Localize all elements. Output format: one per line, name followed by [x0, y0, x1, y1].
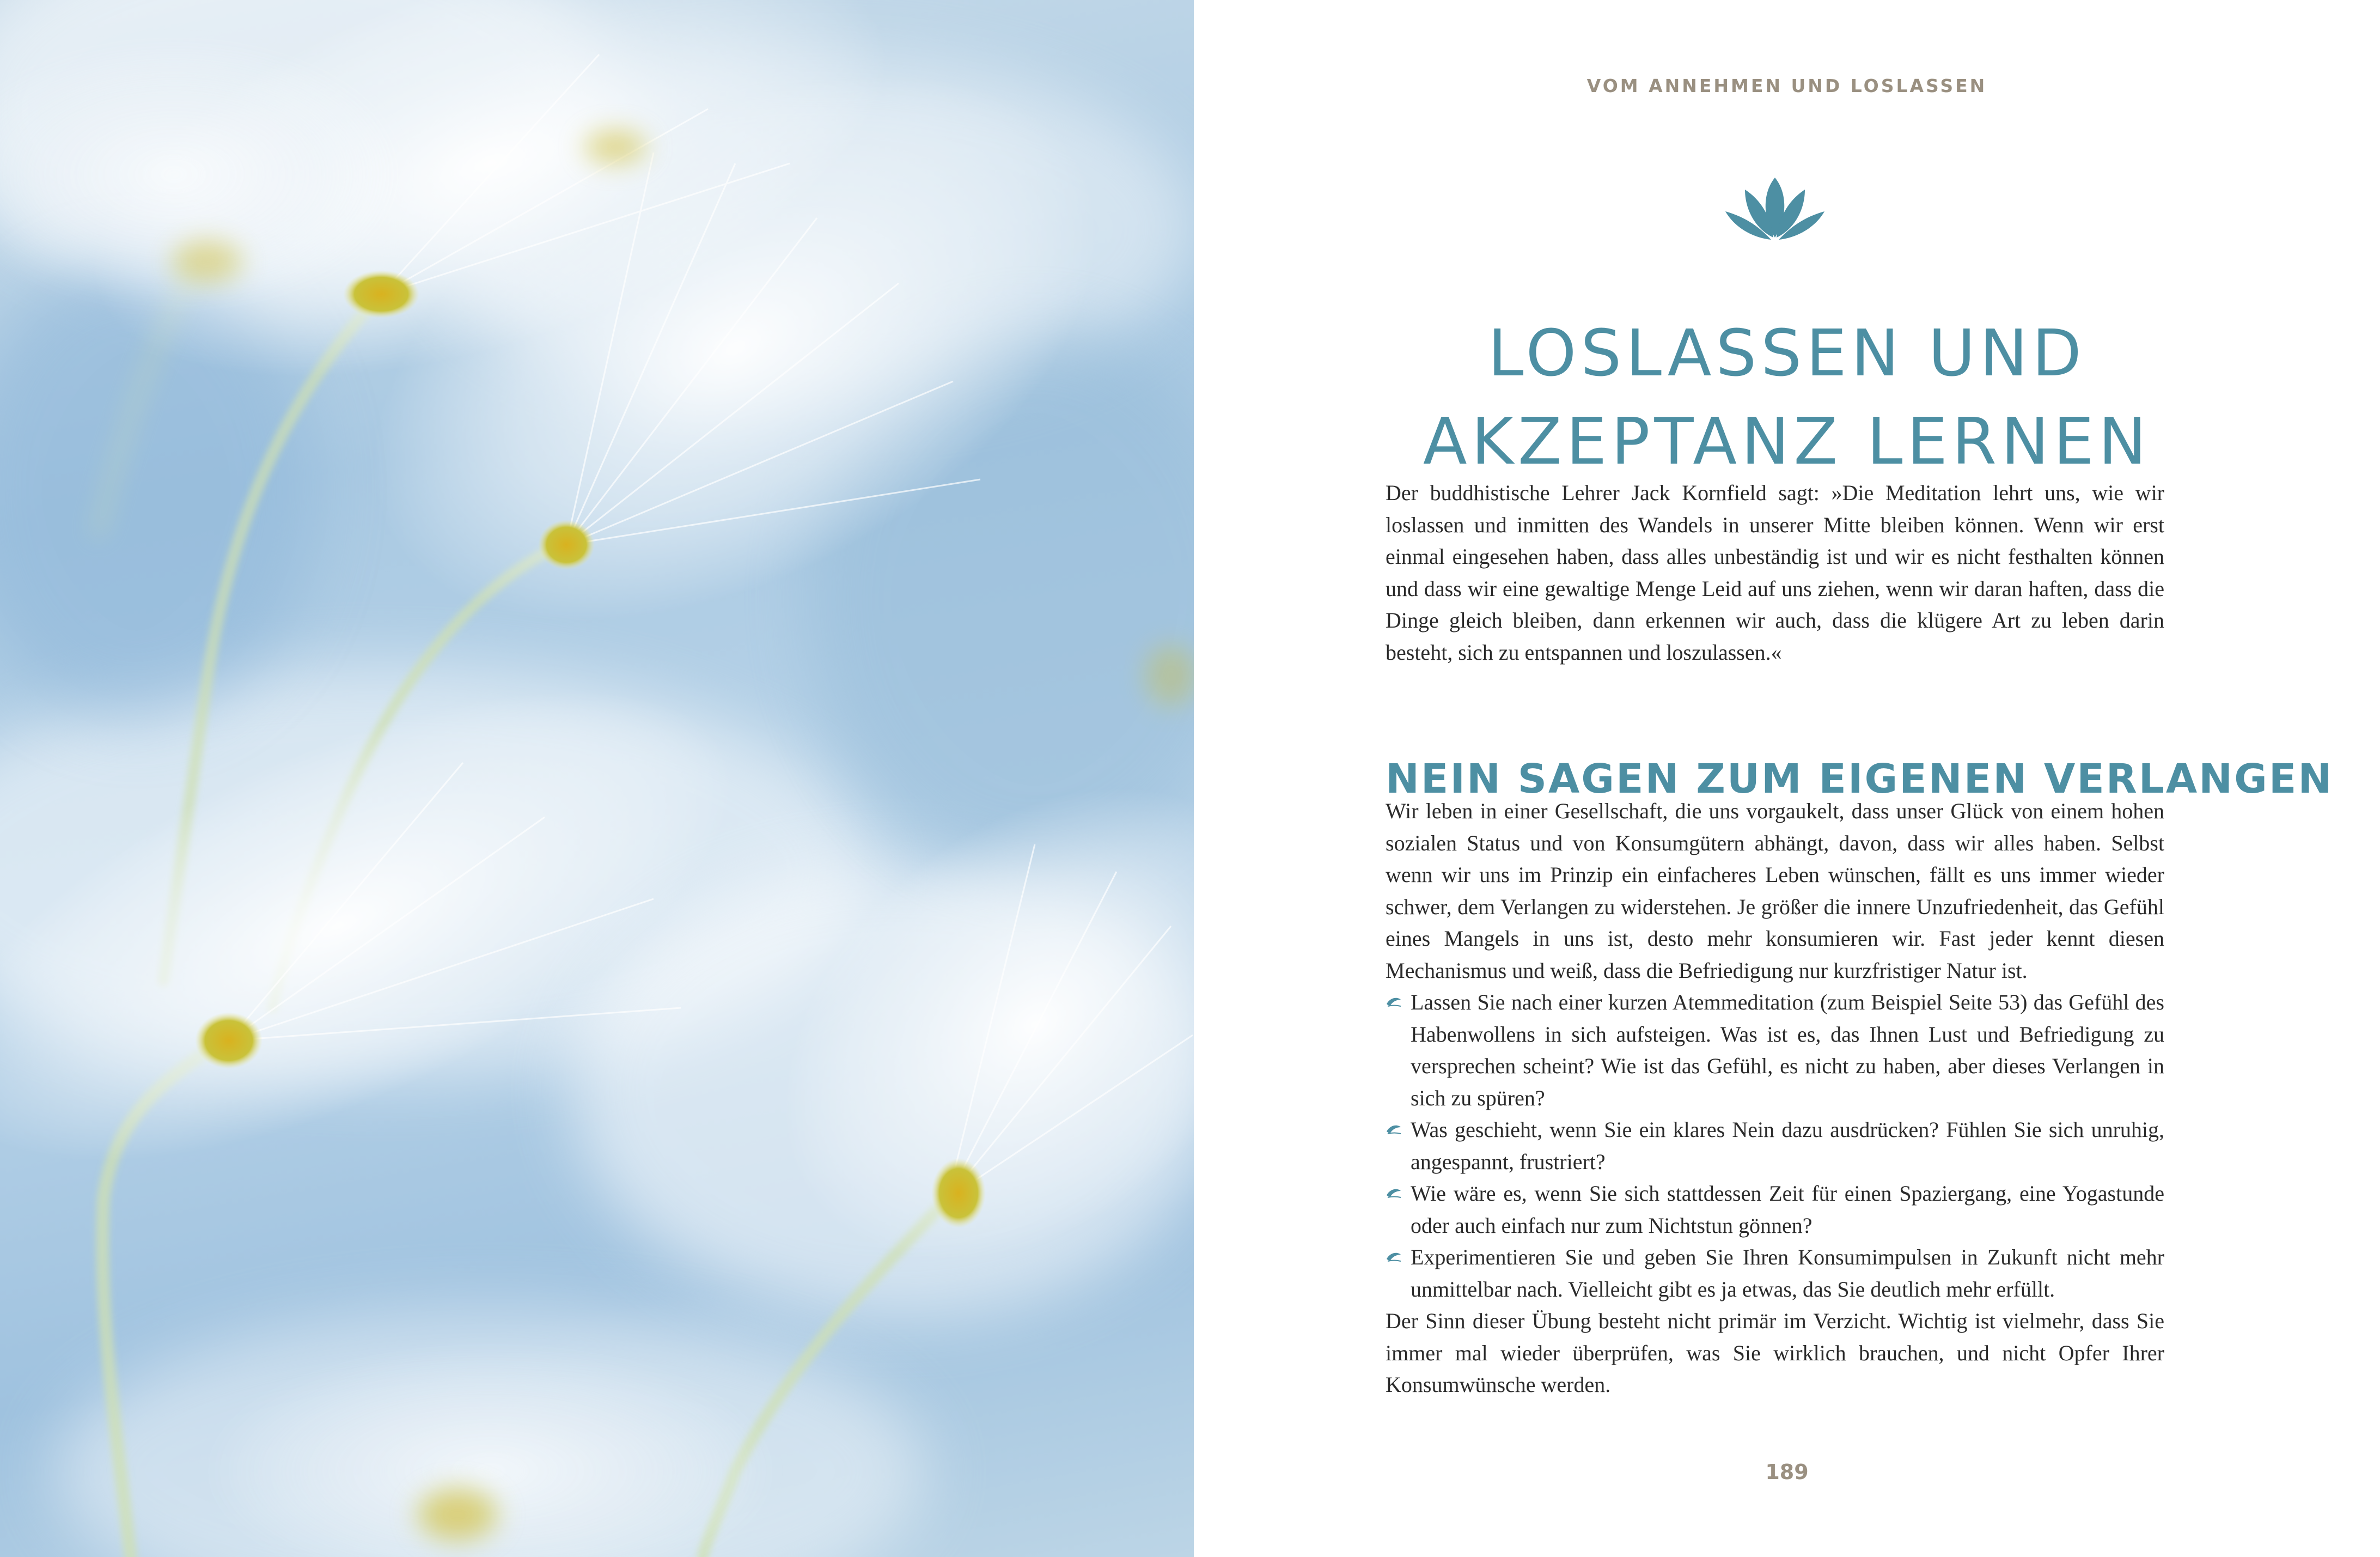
text-page: [1194, 0, 2380, 1557]
list-item-text: Wie wäre es, wenn Sie sich stattdessen Zeit für einen Spaziergang, eine Yogastunde oder auch einfach nur zum Nichtstun gönnen?: [1411, 1181, 2164, 1238]
list-item-text: Lassen Sie nach einer kurzen Atemmeditation (zum Beispiel Seite 53) das Gefühl des Habenwollens in sich aufsteigen. Was ist es, das Ihnen Lust und Befriedigung zu versprechen scheint? Wie ist das Gefühl, es nicht zu haben, aber dieses Verlangen in sich zu spüren?: [1411, 990, 2164, 1110]
list-item-text: Was geschieht, wenn Sie ein klares Nein dazu ausdrücken? Fühlen Sie sich unruhig, angespannt, frustriert?: [1411, 1117, 2164, 1174]
exercise-list: [1386, 987, 2164, 1305]
list-item-text: Experimentieren Sie und geben Sie Ihren Konsumimpulsen in Zukunft nicht mehr unmittelbar nach. Vielleicht gibt es ja etwas, das Sie deutlich mehr erfüllt.: [1411, 1245, 2164, 1301]
lotus-icon: [1723, 173, 1827, 244]
section-body: [1386, 795, 2164, 1401]
page-number: 189: [1765, 1460, 1809, 1484]
page-title: [1194, 309, 2380, 485]
list-item: [1386, 1114, 2164, 1178]
list-item: [1386, 987, 2164, 1114]
intro-paragraph: Der buddhistische Lehrer Jack Kornfield sagt: »Die Meditation lehrt uns, wie wir loslassen und inmitten des Wandels in unserer Mitte bleiben können. Wenn wir erst einmal eingesehen haben, dass alles unbeständig ist und wir es nicht festhalten können und dass wir eine gewaltige Menge Leid auf uns ziehen, wenn wir daran haften, dass die Dinge gleich bleiben, dann erkennen wir auch, dass die klügere Art zu leben darin besteht, sich zu entspannen und loszulassen.«: [1386, 481, 2164, 665]
leaf-bullet-icon: [1386, 995, 1402, 1008]
title-line-2: AKZEPTANZ LERNEN: [1423, 404, 2151, 479]
section-paragraph: Wir leben in einer Gesellschaft, die uns vorgaukelt, dass unser Glück von einem hohen sozialen Status und von Konsumgütern abhängt, davon, dass wir alles haben. Selbst wenn wir uns im Prinzip ein einfacheres Leben wünschen, fällt es uns immer wieder schwer, dem Verlangen zu widerstehen. Je größer die innere Unzufriedenheit, das Gefühl eines Mangels in uns ist, desto mehr konsumieren wir. Fast jeder kennt diesen Mechanismus und weiß, dass die Befriedigung nur kurzfristiger Natur ist.: [1386, 799, 2164, 983]
running-head: VOM ANNEHMEN UND LOSLASSEN: [1586, 75, 1987, 96]
intro-paragraph-block: [1386, 477, 2164, 668]
closing-paragraph: Der Sinn dieser Übung besteht nicht primär im Verzicht. Wichtig ist vielmehr, dass Sie immer mal wieder überprüfen, was Sie wirklich brauchen, und nicht Opfer Ihrer Konsumwünsche werden.: [1386, 1309, 2164, 1397]
list-item: [1386, 1178, 2164, 1242]
leaf-bullet-icon: [1386, 1187, 1402, 1200]
list-item: [1386, 1242, 2164, 1305]
title-line-1: LOSLASSEN UND: [1487, 315, 2086, 391]
leaf-bullet-icon: [1386, 1250, 1402, 1263]
section-heading: NEIN SAGEN ZUM EIGENEN VERLANGEN: [1386, 756, 2334, 803]
leaf-bullet-icon: [1386, 1123, 1402, 1136]
